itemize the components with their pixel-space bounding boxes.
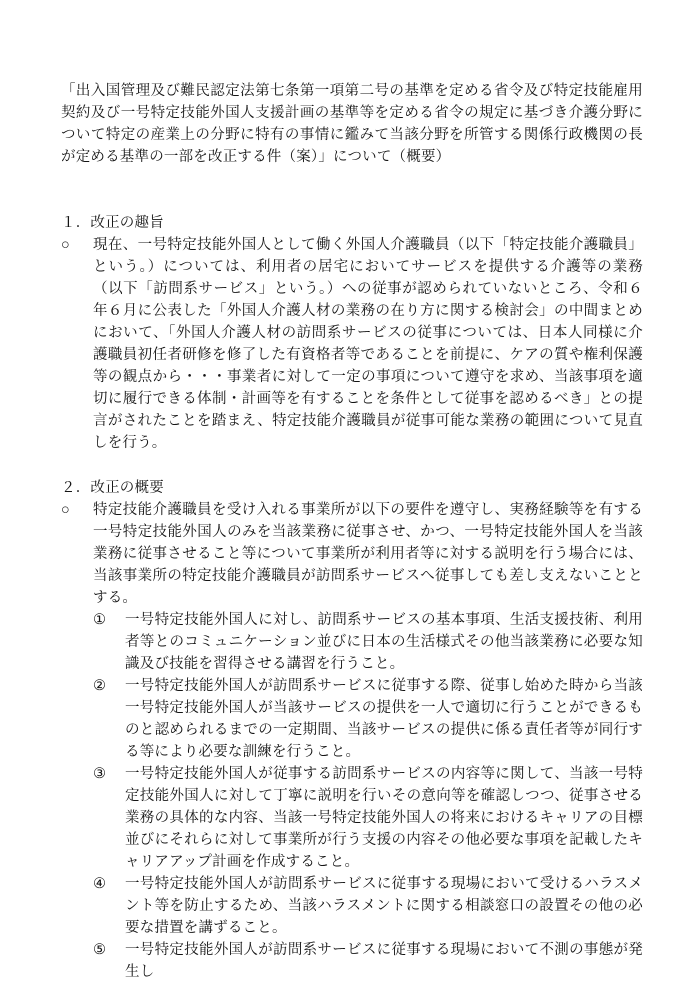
document-title: 「出入国管理及び難民認定法第七条第一項第二号の基準を定める省令及び特定技能雇用契約及び一号特定技能外国人支援計画の基準等を定める省令の規定に基づき介護分野について特定の産業上の分野に特有の事情に鑑みて当該分野を所管する関係行政機関の長が定める基準の一部を改正する件（案）」について（概要）: [61, 83, 643, 165]
paragraph-text: 現在、一号特定技能外国人として働く外国人介護職員（以下「特定技能介護職員」という。）については、利用者の居宅においてサービスを提供する介護等の業務（以下「訪問系サービス」という。）への従事が認められていないところ、令和６年６月に公表した「外国人介護人材の業務の在り方に関する検討会」の中間まとめにおいて、「外国人介護人材の訪問系サービスの従事については、日本人同様に介護職員初任者研修を修了した有資格者等であることを前提に、ケアの質や権利保護等の観点から・・・事業者に対して一定の事項について遵守を求め、当該事項を適切に履行できる体制・計画等を有することを条件として従事を認めるべき」との提言がされたことを踏まえ、特定技能介護職員が従事可能な業務の範囲について見直しを行う。: [93, 237, 643, 451]
paragraph: [61, 234, 643, 454]
list-item-text: 一号特定技能外国人が訪問系サービスに従事する際、従事し始めた時から当該一号特定技能外国人が当該サービスの提供を一人で適切に行うことができるものと認められるまでの一定期間、当該サービスの提供に係る責任者等が同行する等により必要な訓練を行うこと。: [125, 678, 643, 760]
circled-number-2-marker: ②: [93, 678, 107, 694]
paragraph-text: 特定技能介護職員を受け入れる事業所が以下の要件を遵守し、実務経験等を有する一号特定技能外国人のみを当該業務に従事させ、かつ、一号特定技能外国人を当該業務に従事させること等について事業所が利用者等に対する説明を行う場合には、当該事業所の特定技能介護職員が訪問系サービスへ従事しても差し支えないこととする。: [93, 502, 643, 606]
list-item-text: 一号特定技能外国人が訪問系サービスに従事する現場において受けるハラスメント等を防止するため、当該ハラスメントに関する相談窓口の設置その他の必要な措置を講ずること。: [125, 876, 643, 936]
circled-number-4-marker: ④: [93, 876, 107, 892]
list-item-text: 一号特定技能外国人に対し、訪問系サービスの基本事項、生活支援技術、利用者等とのコミュニケーション並びに日本の生活様式その他当該業務に必要な知識及び技能を習得させる講習を行うこと。: [125, 612, 643, 672]
list-item-3: [93, 763, 643, 873]
list-item-text: 一号特定技能外国人が訪問系サービスに従事する現場において不測の事態が発生し: [125, 942, 643, 980]
circled-number-3-marker: ③: [93, 766, 107, 782]
list-item-4: [93, 873, 643, 939]
list-item-5: [93, 939, 643, 983]
circled-number-5-marker: ⑤: [93, 942, 107, 958]
list-item-1: [93, 609, 643, 675]
section-heading-outline: ２．改正の概要: [61, 480, 164, 496]
list-item-text: 一号特定技能外国人が従事する訪問系サービスの内容等に関して、当該一号特定技能外国人に対して丁寧に説明を行いその意向等を確認しつつ、従事させる業務の具体的な内容、当該一号特定技能外国人の将来におけるキャリアの目標並びにそれらに対して事業所が行う支援の内容その他必要な事項を記載したキャリアアップ計画を作成すること。: [125, 766, 643, 870]
list-item-2: [93, 675, 643, 763]
section-amendment-purpose: [61, 212, 643, 454]
circled-number-1-marker: ①: [93, 612, 107, 628]
section-heading-purpose: １．改正の趣旨: [61, 215, 164, 231]
circle-bullet-marker: ○: [61, 237, 70, 253]
paragraph: [61, 499, 643, 609]
circle-bullet-marker: ○: [61, 502, 70, 518]
section-amendment-outline: [61, 477, 643, 983]
